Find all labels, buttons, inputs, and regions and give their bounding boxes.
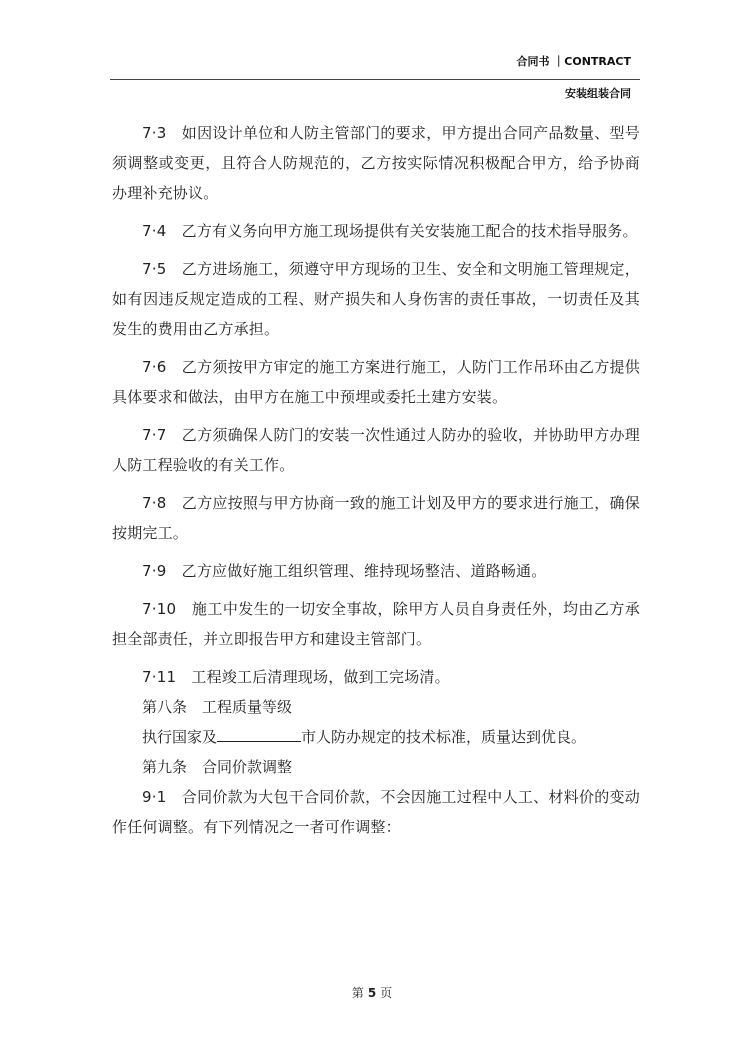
clause-7-7: 7·7 乙方须确保人防门的安装一次性通过人防办的验收，并协助甲方办理人防工程验收的有关工作。: [112, 426, 640, 474]
clause-7-4: 7·4 乙方有义务向甲方施工现场提供有关安装施工配合的技术指导服务。: [142, 222, 638, 240]
footer-prefix: 第: [351, 986, 364, 1000]
page-number: 5: [367, 986, 377, 1000]
article-8-body: [112, 722, 640, 752]
header-title: 合同书 ｜CONTRACT: [516, 55, 631, 68]
document-body: [112, 118, 640, 850]
page-footer: [0, 984, 744, 1001]
article-8-body-start: 执行国家及: [142, 728, 218, 746]
clause-9-1: 9·1 合同价款为大包干合同价款，不会因施工过程中人工、材料价的变动作任何调整。有下列情况之一者可作调整：: [112, 788, 640, 836]
clause-7-8: 7·8 乙方应按照与甲方协商一致的施工计划及甲方的要求进行施工，确保按期完工。: [112, 494, 640, 542]
article-9-title: 第九条 合同价款调整: [142, 758, 293, 776]
clause-7-5: 7·5 乙方进场施工，须遵守甲方现场的卫生、安全和文明施工管理规定，如有因违反规定造成的工程、财产损失和人身伤害的责任事故，一切责任及其发生的费用由乙方承担。: [112, 260, 640, 338]
clause-7-11: 7·11 工程竣工后清理现场，做到工完场清。: [142, 668, 450, 686]
clause-7-3: 7·3 如因设计单位和人防主管部门的要求，甲方提出合同产品数量、型号须调整或变更，且符合人防规范的，乙方按实际情况积极配合甲方，给予协商办理补充协议。: [112, 124, 640, 202]
fill-in-blank[interactable]: [217, 727, 301, 742]
clause-7-6: 7·6 乙方须按甲方审定的施工方案进行施工，人防门工作吊环由乙方提供具体要求和做法，由甲方在施工中预埋或委托土建方安装。: [112, 358, 640, 406]
header-subtitle: 安装组装合同: [565, 87, 631, 100]
article-8-title: 第八条 工程质量等级: [142, 698, 293, 716]
clause-7-10: 7·10 施工中发生的一切安全事故，除甲方人员自身责任外，均由乙方承担全部责任，并立即报告甲方和建设主管部门。: [112, 600, 640, 648]
article-8-body-end: 市人防办规定的技术标准，质量达到优良。: [301, 728, 587, 746]
clause-7-9: 7·9 乙方应做好施工组织管理、维持现场整洁、道路畅通。: [142, 562, 547, 580]
header-divider: [110, 79, 640, 80]
footer-suffix: 页: [380, 986, 393, 1000]
